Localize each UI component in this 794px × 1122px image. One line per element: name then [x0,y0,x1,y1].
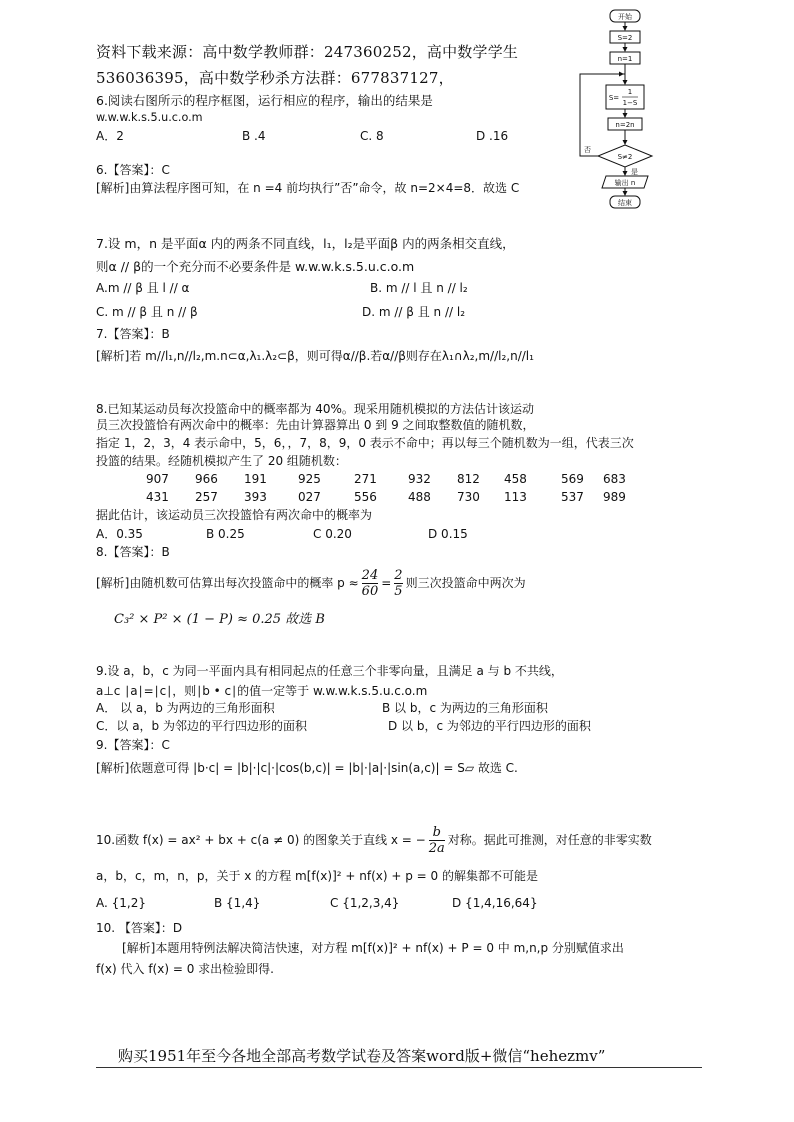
q10-fraction-num: b [432,824,441,840]
flowchart-end-label: 结束 [618,199,632,207]
q6-option-c: C. 8 [360,129,384,143]
q6-answer: 6.【答案】：C [96,163,170,177]
rand-r1-c4: 925 [298,472,321,486]
q9-option-b: B 以 b，c 为两边的三角形面积 [382,701,548,715]
rand-r2-c10: 989 [603,490,626,504]
q10-stem [96,822,652,858]
flowchart-assign-s-den: 1−S [622,99,638,107]
flowchart-init-s-label: S=2 [617,34,633,42]
q8-answer: 8.【答案】：B [96,545,170,559]
q7-option-b: B. m // l 且 n // l₂ [370,281,468,295]
q10-stem-2: a，b，c，m，n，p，关于 x 的方程 m[f(x)]² + nf(x) + p = 0 的解集都不可能是 [96,869,538,883]
flowchart-condition-label: S≠2 [617,153,633,161]
q10-stem-pre: 10.函数 f(x) = ax² + bx + c(a ≠ 0) 的图象关于直线 x = − [96,832,426,847]
flowchart-init-n-label: n=1 [617,55,633,63]
q9-option-a: A． 以 a，b 为两边的三角形面积 [96,701,275,715]
q8-fraction-2-den: 5 [394,583,403,599]
q6-option-d: D .16 [476,129,509,143]
flowchart-assign-s-left: S= [608,94,620,102]
q8-analysis: [解析]由随机数可估算出每次投篮命中的概率 p ≈ $\frac{24}{60}$ = $\frac{2}{5}$ 则三次投篮命中两次为 [96,567,526,599]
rand-r2-c6: 488 [408,490,431,504]
rand-r2-c5: 556 [354,490,377,504]
rand-r1-c8: 458 [504,472,527,486]
q8-option-d: D 0.15 [428,527,468,541]
header-line-2: 536036395，高中数学秒杀方法群：677837127， [96,69,454,87]
q8-analysis-pre: [解析]由随机数可估算出每次投篮命中的概率 p ≈ [96,575,359,590]
flowchart-assign-s-num: 1 [627,88,633,96]
q10-fraction [429,825,445,856]
rand-r2-c9: 537 [561,490,584,504]
rand-r2-c1: 431 [146,490,169,504]
rand-r1-c5: 271 [354,472,377,486]
q8-stem-4: 投篮的结果。经随机模拟产生了 20 组随机数： [96,454,347,468]
flowchart-yes-label: 是 [631,168,638,176]
q7-analysis: [解析]若 m//l₁,n//l₂,m.n⊂α,λ₁.λ₂⊂β，则可得α//β.若α//β则存在λ₁∩λ₂,m//l₂,n//l₁ [96,349,534,363]
rand-r1-c7: 812 [457,472,480,486]
q10-stem-post: 对称。据此可推测，对任意的非零实数 [447,832,652,847]
rand-r1-c6: 932 [408,472,431,486]
rand-r2-c4: 027 [298,490,321,504]
rand-r1-c2: 966 [195,472,218,486]
rand-r2-c7: 730 [457,490,480,504]
q8-stem-1: 8.已知某运动员每次投篮命中的概率都为 40%。现采用随机模拟的方法估计该运动 [96,402,534,416]
q10-option-c: C {1,2,3,4} [330,896,400,910]
rand-r2-c8: 113 [504,490,527,504]
q8-analysis-post: 则三次投篮命中两次为 [405,575,526,590]
rand-r2-c2: 257 [195,490,218,504]
q6-analysis: [解析]由算法程序图可知，在 n =4 前均执行”否”命令，故 n=2×4=8．故选 C [96,181,520,195]
rand-r1-c9: 569 [561,472,584,486]
q7-option-a: A.m // β 且 l // α [96,281,190,295]
q10-analysis-2: f(x) 代入 f(x) = 0 求出检验即得. [96,962,274,976]
q6-source: w.w.w.k.s.5.u.c.o.m [96,111,203,124]
q8-stem-2: 员三次投篮恰有两次命中的概率：先由计算器算出 0 到 9 之间取整数值的随机数， [96,418,535,432]
q8-option-a: A．0.35 [96,527,143,541]
q7-answer: 7.【答案】：B [96,327,170,341]
q7-stem: 7.设 m，n 是平面α 内的两条不同直线，l₁，l₂是平面β 内的两条相交直线， [96,236,515,251]
q10-option-a: A. {1,2} [96,896,146,910]
q6-option-a: A．2 [96,129,124,143]
footer-text: 购买1951年至今各地全部高考数学试卷及答案word版+微信“hehezmv” [118,1047,606,1065]
q8-fraction-1-num: 24 [361,567,379,583]
rand-r1-c1: 907 [146,472,169,486]
rand-r1-c10: 683 [603,472,626,486]
q7-option-d: D. m // β 且 n // l₂ [362,305,466,319]
q8-fraction-1 [362,568,379,599]
rand-r1-c3: 191 [244,472,267,486]
q10-fraction-den: 2a [428,840,445,856]
q9-stem-2: a⊥c ∣a∣=∣c∣，则∣b • c∣的值一定等于 w.w.w.k.s.5.u.c.o.m [96,684,428,698]
rand-r2-c3: 393 [244,490,267,504]
q7-option-c: C. m // β 且 n // β [96,305,198,319]
program-flowchart [576,6,676,220]
flowchart-assign-n-label: n=2n [615,121,635,129]
q7-stem-2: 则α // β的一个充分而不必要条件是 w.w.w.k.s.5.u.c.o.m [96,259,415,274]
q10-answer: 10. 【答案】：D [96,921,183,935]
q8-fraction-2-num: 2 [394,567,403,583]
q9-answer: 9.【答案】：C [96,738,170,752]
q8-fraction-1-den: 60 [361,583,379,599]
footer-rule [96,1067,702,1068]
q9-analysis: [解析]依题意可得 |b·c| = |b|·|c|·|cos(b,c)| = |b|·|a|·|sin(a,c)| = S▱ 故选 C. [96,761,518,775]
q9-option-c: C．以 a，b 为邻边的平行四边形的面积 [96,719,307,733]
q8-option-c: C 0.20 [313,527,352,541]
flowchart-start-label: 开始 [618,13,632,21]
flowchart-output-label: 输出 n [614,179,636,187]
q8-option-b: B 0.25 [206,527,245,541]
q8-fraction-2 [394,568,402,599]
flowchart-no-label: 否 [584,146,591,154]
q6-option-b: B .4 [242,129,266,143]
q9-option-d: D 以 b，c 为邻边的平行四边形的面积 [388,719,591,733]
q10-analysis-1: [解析]本题用特例法解决简洁快速，对方程 m[f(x)]² + nf(x) + P = 0 中 m,n,p 分别赋值求出 [122,941,624,955]
header-line-1: 资料下载来源：高中数学教师群：247360252，高中数学学生 [96,43,519,61]
q10-option-b: B {1,4} [214,896,261,910]
q8-stem-5: 据此估计，该运动员三次投篮恰有两次命中的概率为 [96,508,373,522]
q9-stem-1: 9.设 a，b，c 为同一平面内具有相同起点的任意三个非零向量，且满足 a 与 b 不共线， [96,664,563,678]
q8-formula: C₃² × P² × (1 − P) ≈ 0.25 故选 B [114,612,325,627]
q10-option-d: D {1,4,16,64} [452,896,538,910]
q6-stem: 6.阅读右图所示的程序框图，运行相应的程序，输出的结果是 [96,93,433,108]
q8-stem-3: 指定 1，2，3，4 表示命中，5，6，，7，8，9，0 表示不命中；再以每三个随机数为一组，代表三次 [96,436,634,450]
